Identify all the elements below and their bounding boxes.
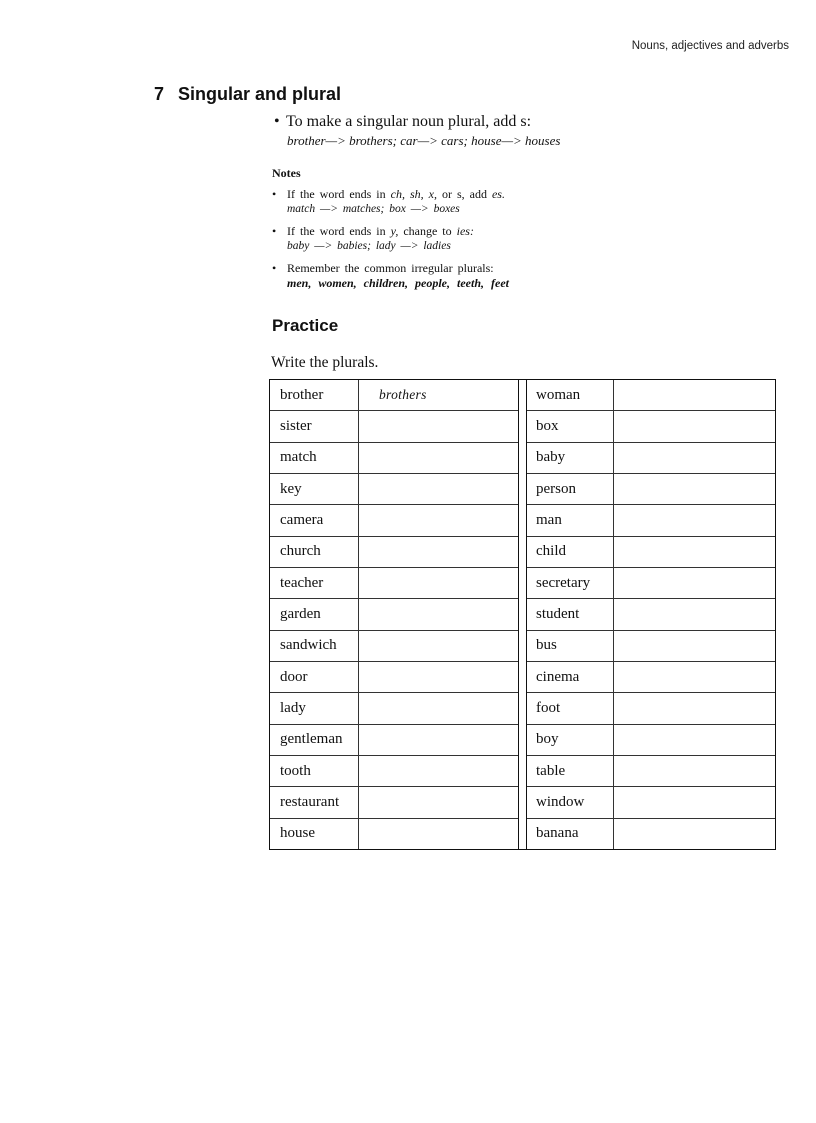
note-text: Remember the common irregular plurals: bbox=[287, 261, 494, 275]
table-row bbox=[270, 819, 518, 849]
singular-word: student bbox=[527, 599, 614, 629]
note-example: match —> matches; box —> boxes bbox=[287, 203, 460, 215]
singular-word: secretary bbox=[527, 568, 614, 598]
plural-answer-field[interactable] bbox=[359, 505, 518, 535]
bullet-icon: • bbox=[272, 261, 277, 275]
plural-answer-field[interactable] bbox=[614, 819, 775, 849]
plural-answer-field[interactable] bbox=[614, 380, 775, 410]
table-row bbox=[527, 631, 775, 662]
rule-example: brother—> brothers; car—> cars; house—> houses bbox=[287, 133, 561, 148]
plural-answer-field[interactable] bbox=[359, 693, 518, 723]
plural-answer-field[interactable] bbox=[359, 725, 518, 755]
table-row bbox=[270, 631, 518, 662]
singular-word: teacher bbox=[270, 568, 359, 598]
plural-answer-field[interactable]: brothers bbox=[379, 387, 427, 403]
plural-answer-field[interactable] bbox=[359, 819, 518, 849]
singular-word: foot bbox=[527, 693, 614, 723]
table-row bbox=[527, 443, 775, 474]
singular-word: door bbox=[270, 662, 359, 692]
singular-word: restaurant bbox=[270, 787, 359, 817]
practice-heading: Practice bbox=[272, 316, 339, 335]
table-row bbox=[270, 787, 518, 818]
plural-answer-field[interactable] bbox=[614, 725, 775, 755]
plural-answer-field[interactable] bbox=[614, 537, 775, 567]
table-row bbox=[270, 725, 518, 756]
plural-answer-field[interactable] bbox=[614, 474, 775, 504]
plural-answer-field[interactable] bbox=[614, 787, 775, 817]
note-text-emphasis: ch, sh, x, bbox=[390, 187, 437, 201]
singular-word: child bbox=[527, 537, 614, 567]
table-row bbox=[270, 537, 518, 568]
singular-word: banana bbox=[527, 819, 614, 849]
note-item bbox=[272, 224, 509, 254]
singular-word: boy bbox=[527, 725, 614, 755]
table-row bbox=[270, 568, 518, 599]
table-row bbox=[270, 505, 518, 536]
singular-word: person bbox=[527, 474, 614, 504]
bullet-icon: • bbox=[272, 224, 277, 238]
plural-answer-field[interactable] bbox=[614, 599, 775, 629]
left-column bbox=[270, 380, 519, 849]
singular-word: table bbox=[527, 756, 614, 786]
singular-word: bus bbox=[527, 631, 614, 661]
plural-exercise-table bbox=[269, 379, 776, 850]
plural-answer-field[interactable] bbox=[614, 756, 775, 786]
table-row bbox=[527, 693, 775, 724]
plural-answer-field[interactable] bbox=[614, 631, 775, 661]
plural-answer-field[interactable] bbox=[359, 411, 518, 441]
plural-answer-field[interactable] bbox=[359, 599, 518, 629]
singular-word: woman bbox=[527, 380, 614, 410]
table-row bbox=[527, 725, 775, 756]
table-row bbox=[270, 599, 518, 630]
unit-title bbox=[154, 84, 341, 105]
plural-answer-field[interactable] bbox=[614, 411, 775, 441]
notes-heading: Notes bbox=[272, 166, 301, 180]
note-text: If the word ends in bbox=[287, 224, 391, 238]
table-row bbox=[270, 474, 518, 505]
singular-word: sandwich bbox=[270, 631, 359, 661]
table-row bbox=[270, 756, 518, 787]
note-text-emphasis: ies: bbox=[456, 224, 474, 238]
table-row bbox=[527, 819, 775, 849]
note-text: If the word ends in bbox=[287, 187, 391, 201]
table-row bbox=[527, 599, 775, 630]
singular-word: gentleman bbox=[270, 725, 359, 755]
table-row bbox=[527, 568, 775, 599]
plural-answer-field[interactable] bbox=[359, 756, 518, 786]
plural-answer-field[interactable] bbox=[359, 662, 518, 692]
plural-answer-field[interactable] bbox=[359, 443, 518, 473]
table-row bbox=[527, 411, 775, 442]
table-row bbox=[270, 693, 518, 724]
plural-answer-field[interactable] bbox=[614, 443, 775, 473]
bullet-icon: • bbox=[272, 187, 277, 201]
table-row bbox=[270, 443, 518, 474]
table-row bbox=[527, 474, 775, 505]
singular-word: church bbox=[270, 537, 359, 567]
bullet-icon: • bbox=[274, 113, 280, 130]
table-row bbox=[270, 380, 518, 411]
note-item bbox=[272, 187, 509, 217]
note-item bbox=[272, 261, 509, 291]
table-row bbox=[270, 662, 518, 693]
singular-word: brother bbox=[270, 380, 359, 410]
plural-answer-field[interactable] bbox=[359, 631, 518, 661]
singular-word: box bbox=[527, 411, 614, 441]
table-row bbox=[527, 787, 775, 818]
table-row bbox=[527, 537, 775, 568]
plural-answer-field[interactable] bbox=[359, 787, 518, 817]
singular-word: man bbox=[527, 505, 614, 535]
table-row bbox=[527, 756, 775, 787]
note-text: change to bbox=[398, 224, 457, 238]
note-text-emphasis: y, bbox=[390, 224, 399, 238]
table-row bbox=[527, 662, 775, 693]
plural-answer-field[interactable] bbox=[614, 693, 775, 723]
singular-word: camera bbox=[270, 505, 359, 535]
plural-answer-field[interactable] bbox=[614, 662, 775, 692]
rule-text: To make a singular noun plural, add s: bbox=[286, 113, 532, 130]
note-example: baby —> babies; lady —> ladies bbox=[287, 240, 451, 252]
plural-answer-field[interactable] bbox=[359, 537, 518, 567]
table-row bbox=[527, 380, 775, 411]
singular-word: match bbox=[270, 443, 359, 473]
notes-section bbox=[272, 166, 509, 298]
plural-answer-field[interactable] bbox=[359, 474, 518, 504]
running-head: Nouns, adjectives and adverbs bbox=[631, 40, 789, 52]
singular-word: window bbox=[527, 787, 614, 817]
plural-answer-field[interactable] bbox=[614, 505, 775, 535]
practice-instruction: Write the plurals. bbox=[271, 354, 379, 371]
table-row bbox=[270, 411, 518, 442]
plural-answer-field[interactable] bbox=[359, 568, 518, 598]
note-text-emphasis: es. bbox=[491, 187, 505, 201]
note-example: men, women, children, people, teeth, feet bbox=[287, 276, 509, 290]
table-row bbox=[527, 505, 775, 536]
unit-number: 7 bbox=[154, 84, 165, 104]
note-text: or s, add bbox=[436, 187, 492, 201]
singular-word: tooth bbox=[270, 756, 359, 786]
singular-word: key bbox=[270, 474, 359, 504]
singular-word: cinema bbox=[527, 662, 614, 692]
main-rule bbox=[274, 113, 560, 150]
singular-word: house bbox=[270, 819, 359, 849]
singular-word: garden bbox=[270, 599, 359, 629]
singular-word: sister bbox=[270, 411, 359, 441]
unit-title-text: Singular and plural bbox=[178, 84, 342, 104]
right-column bbox=[526, 380, 775, 849]
singular-word: lady bbox=[270, 693, 359, 723]
singular-word: baby bbox=[527, 443, 614, 473]
plural-answer-field[interactable] bbox=[614, 568, 775, 598]
